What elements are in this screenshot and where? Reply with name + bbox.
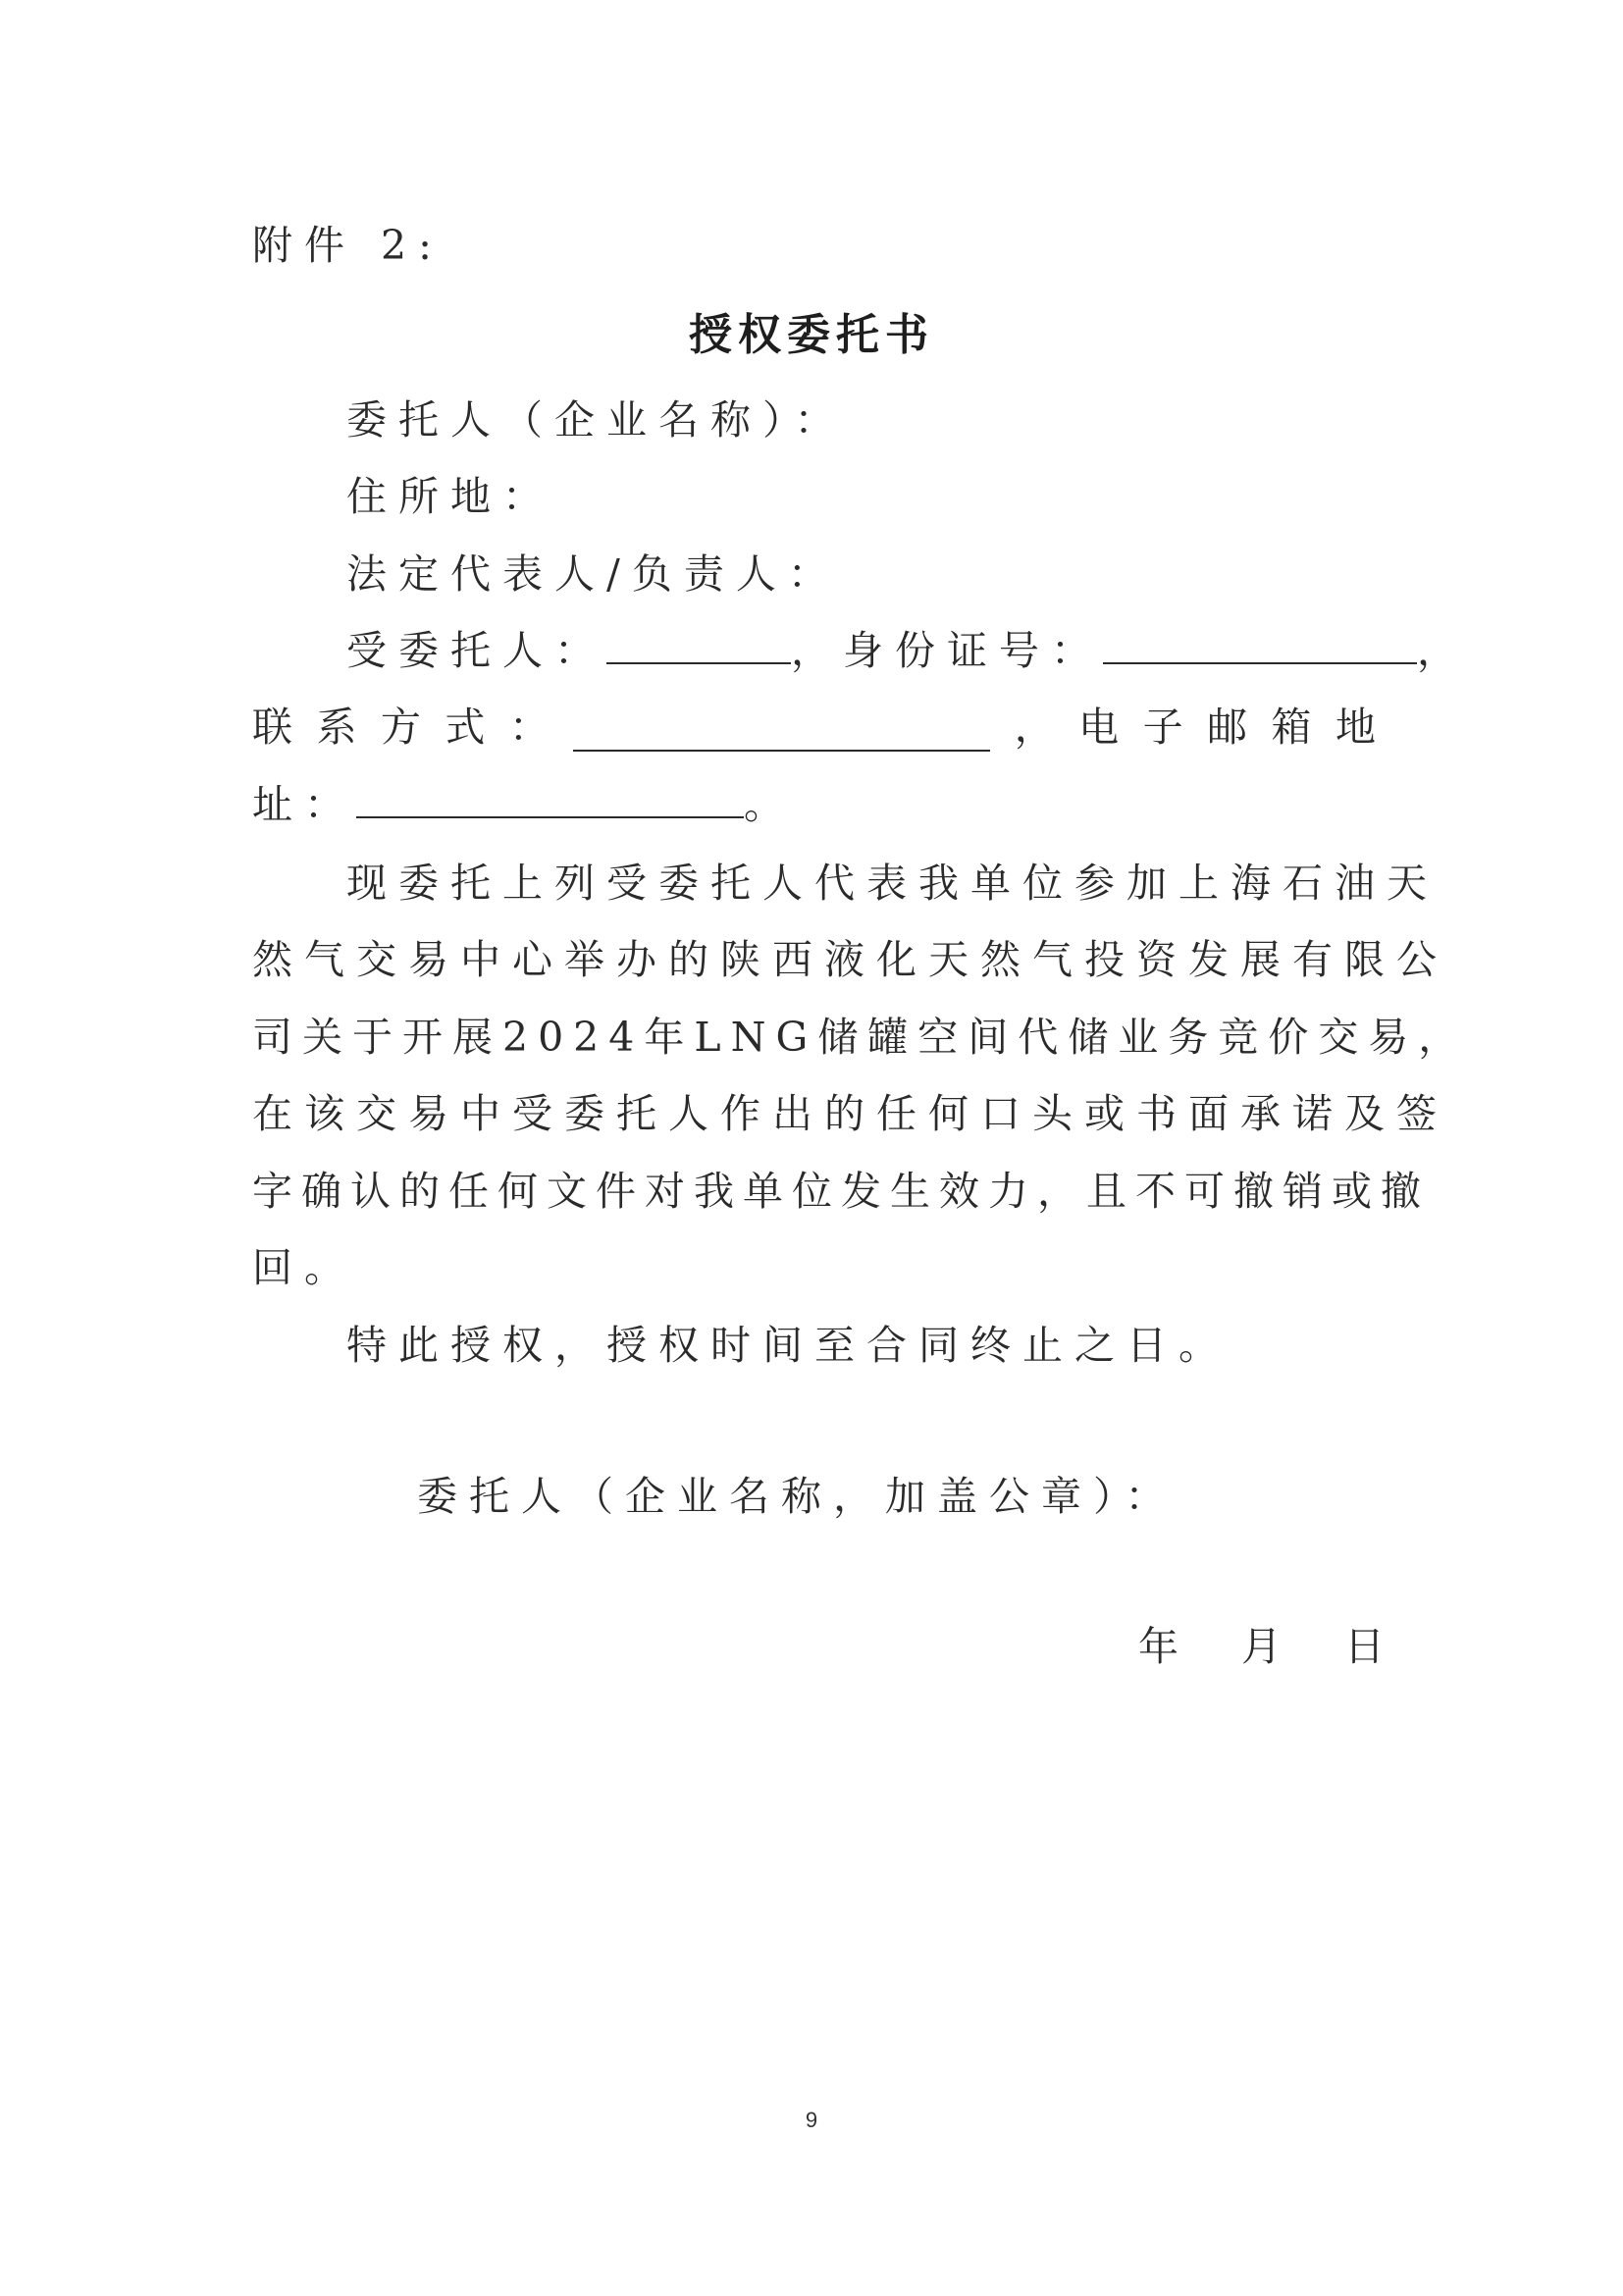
body-line: 回。 [252, 1244, 356, 1291]
agent-line [346, 626, 1469, 675]
date-day: 日 [1344, 1623, 1385, 1670]
contact-sep: ， [1014, 704, 1055, 751]
agent-label: 受委托人： [346, 627, 606, 674]
contact-char: 方 [380, 704, 421, 751]
contact-char: ： [508, 704, 550, 751]
contact-blank [573, 714, 990, 752]
id-number-blank [1103, 627, 1417, 664]
seal-line: 委托人（企业名称，加盖公章）： [417, 1473, 1178, 1520]
address-field: 住所地： [346, 473, 554, 520]
email-char: 地 [1335, 704, 1376, 751]
email-char: 子 [1142, 704, 1183, 751]
body-line: 在该交易中受委托人作出的任何口头或书面承诺及签 [252, 1090, 1448, 1137]
date-month: 月 [1241, 1623, 1282, 1670]
agent-name-blank [606, 627, 791, 664]
body-line: 现委托上列受委托人代表我单位参加上海石油天 [346, 860, 1439, 907]
contact-char: 式 [445, 704, 486, 751]
document-title: 授权委托书 [689, 310, 934, 360]
body-line: 然气交易中心举办的陕西液化天然气投资发展有限公 [252, 936, 1448, 983]
date-year: 年 [1138, 1623, 1178, 1670]
legal-rep-field: 法定代表人/负责人： [346, 550, 840, 598]
principal-field: 委托人（企业名称）： [346, 396, 847, 444]
attachment-label: 附件 2: [252, 222, 444, 269]
date-line [1138, 1622, 1385, 1671]
agent-line-end: ， [1417, 627, 1469, 674]
body-line: 字确认的任何文件对我单位发生效力，且不可撤销或撤 [252, 1168, 1430, 1215]
email-char: 邮 [1207, 704, 1248, 751]
contact-line [252, 703, 1376, 752]
email-label: 址： [252, 781, 356, 828]
contact-char: 系 [316, 704, 357, 751]
authorization-statement: 特此授权，授权时间至合同终止之日。 [346, 1322, 1230, 1369]
email-char: 箱 [1271, 704, 1312, 751]
email-line [252, 780, 796, 829]
body-line: 司关于开展2024年LNG储罐空间代储业务竞价交易， [252, 1014, 1469, 1061]
page-number: 9 [805, 2108, 818, 2132]
email-blank [356, 781, 744, 818]
email-line-end: 。 [744, 781, 796, 828]
contact-char: 联 [252, 704, 292, 751]
email-char: 电 [1078, 704, 1120, 751]
id-label: ，身份证号： [791, 627, 1103, 674]
